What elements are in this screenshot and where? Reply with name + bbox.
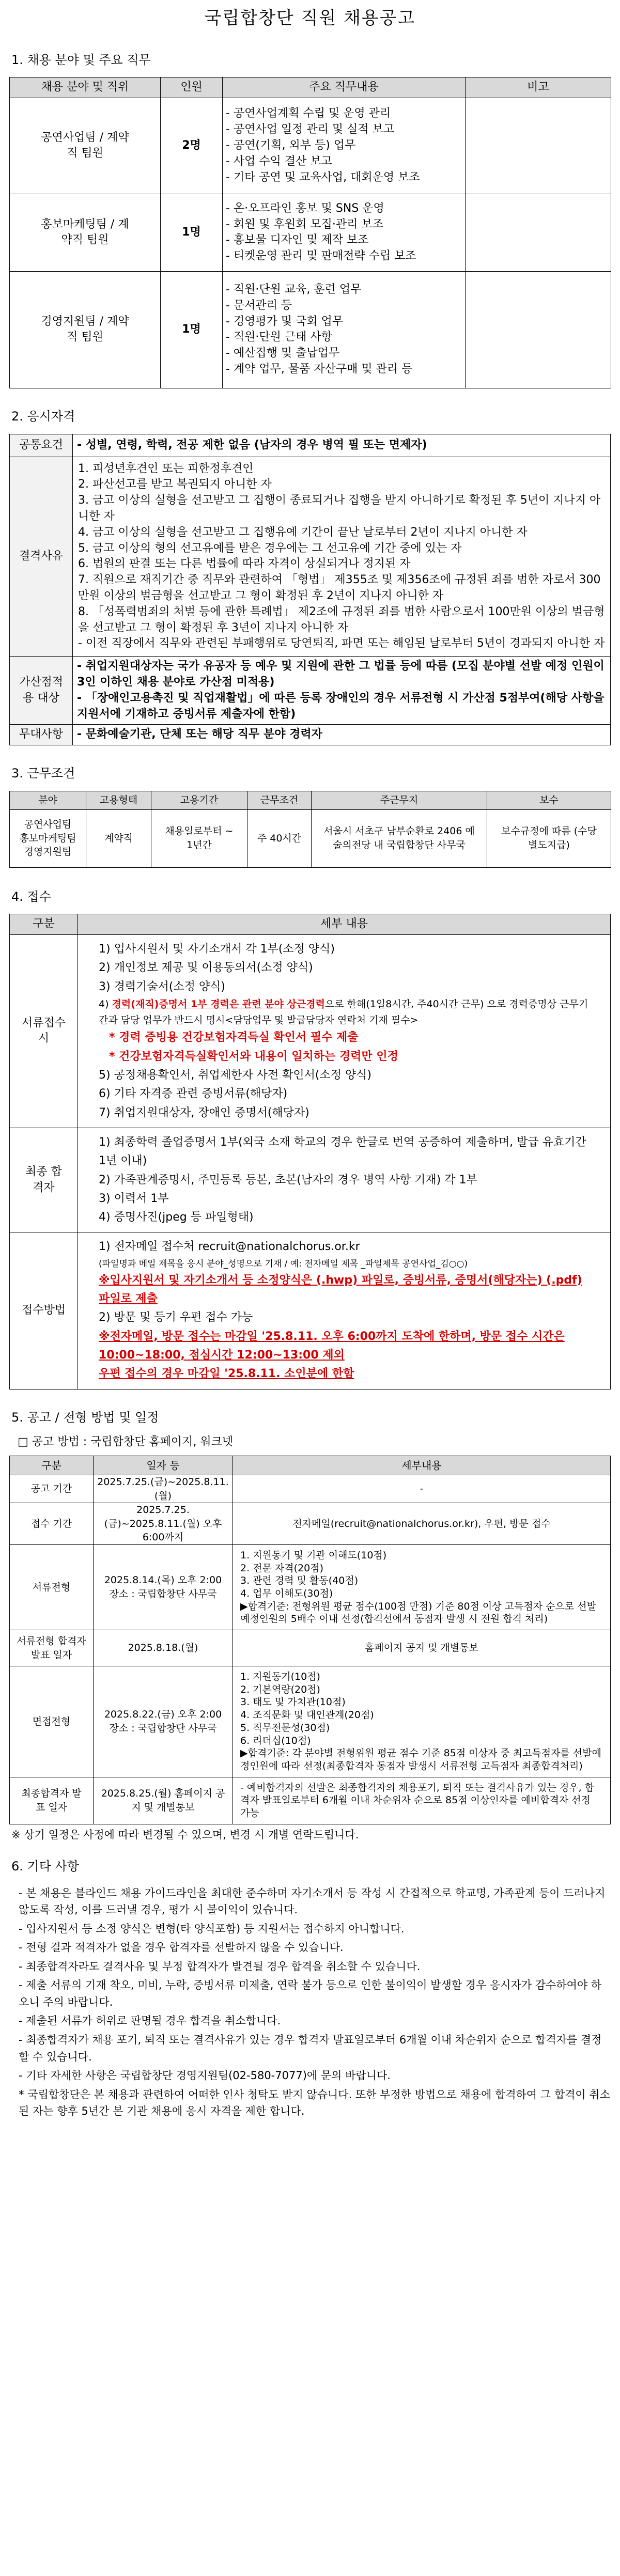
list-item: - 기타 자세한 사항은 국립합창단 경영지원팀(02-580-7077)에 문의 바랍니다. [19, 2069, 391, 2082]
final-label: 최종 합격자 [10, 1128, 78, 1232]
field-cell: 공연사업팀 / 계약직 팀원 [10, 98, 161, 194]
place-cell: 서울시 서초구 남부순환로 2406 예술의전당 내 국립합창단 사무국 [312, 809, 487, 867]
method-item: 1) 전자메일 접수처 recruit@nationalchorus.or.kr [99, 1240, 360, 1254]
schedule-label: 면접전형 [10, 1666, 94, 1777]
table-row [10, 809, 611, 867]
application-table [9, 914, 611, 1389]
list-item: - 최종합격자가 채용 포기, 퇴직 또는 결격사유가 있는 경우 합격자 발표일로부터 6개월 이내 차순위자 순으로 합격자를 결정할 수 있습니다. [19, 2033, 602, 2063]
schedule-date: 2025.8.14.(목) 오후 2:00 장소 : 국립합창단 사무국 [94, 1544, 233, 1630]
th-place: 주근무지 [312, 791, 487, 809]
duty-item: - 직원·단원 근태 사항 [226, 331, 332, 344]
duties-cell [223, 98, 466, 194]
duty-item: - 홍보물 디자인 및 제작 보조 [226, 233, 369, 247]
disq-item: 8. 「성폭력범죄의 처벌 등에 관한 특례법」 제2조에 규정된 죄를 범한 사람으로서 100만원 이상의 벌금형을 선고받고 그 형이 확정된 후 3년이 지나지 아니한 자 [78, 605, 605, 634]
method-note: (파일명과 메일 제목을 응시 분야_성명으로 기재 / 예: 전자메일 제목 _파일제목 공연사업_김○○) [99, 1258, 468, 1269]
field-cell: 경영지원팀 / 계약직 팀원 [10, 271, 161, 388]
schedule-date: 2025.8.25.(월) 홈페이지 공지 및 개별통보 [94, 1777, 233, 1824]
announce-method: □ 공고 방법 : 국립합창단 홈페이지, 워크넷 [18, 1435, 234, 1449]
schedule-note: ※ 상기 일정은 사정에 따라 변경될 수 있으며, 변경 시 개별 연락드립니다. [11, 1828, 359, 1841]
th-field: 채용 분야 및 직위 [10, 77, 161, 98]
field-cell: 홍보마케팅팀 / 계약직 팀원 [10, 194, 161, 271]
final-item: 3) 이력서 1부 [99, 1192, 169, 1205]
th-division: 구분 [10, 1456, 94, 1475]
duty-item: - 온·오프라인 홍보 및 SNS 운영 [226, 201, 384, 215]
duty-item: - 공연사업 일정 관리 및 실적 보고 [226, 123, 395, 136]
list-item: - 제출된 서류가 허위로 판명될 경우 합격을 취소합니다. [19, 2015, 281, 2027]
disq-item: 1. 피성년후견인 또는 피한정후견인 [78, 462, 254, 475]
schedule-detail: - 예비합격자의 선발은 최종합격자의 채용포기, 퇴직 또는 결격사유가 있는 경우, 합격자 발표일로부터 6개월 이내 차순위자 순으로 85점 이상인자를 예비합격자 선정 가능 [233, 1777, 611, 1824]
duty-item: - 공연사업계획 수립 및 운영 관리 [226, 107, 391, 120]
schedule-date: 2025.8.22.(금) 오후 2:00 장소 : 국립합창단 사무국 [94, 1666, 233, 1777]
doc-item-4-highlight: 경력(재직)증명서 1부 경력은 관련 분야 상근경력 [112, 998, 325, 1010]
method-warning: ※전자메일, 방문 접수는 마감일 '25.8.11. 오후 6:00까지 도착에 한하며, 방문 접수 시간은 10:00~18:00, 점심시간 12:00~13:00 제외 [99, 1330, 565, 1362]
table-row [10, 1544, 611, 1630]
count-cell: 2명 [161, 98, 223, 194]
th-date: 일자 등 [94, 1456, 233, 1475]
disq-item: 6. 법원의 판결 또는 다른 법률에 따라 자격이 상실되거나 정지된 자 [78, 557, 411, 571]
th-type: 고용형태 [86, 791, 151, 809]
duty-item: - 사업 수익 결산 보고 [226, 154, 332, 168]
period-cell: 채용일로부터 ~ 1년간 [151, 809, 247, 867]
schedule-table [9, 1456, 611, 1824]
docs-cell [78, 934, 611, 1128]
list-item: * 국립합창단은 본 채용과 관련하여 어떠한 인사 청탁도 받지 않습니다. 또한 부정한 방법으로 채용에 합격하여 그 합격이 취소된 자는 향후 5년간 본 기관 채용에 응시 자격을 제한 합니다. [19, 2088, 610, 2118]
section-2-heading: 2. 응시자격 [11, 409, 75, 424]
table-row [10, 1777, 611, 1824]
table-row [10, 1666, 611, 1777]
duty-item: - 계약 업무, 물품 자산구매 및 관리 등 [226, 363, 413, 376]
schedule-label: 공고 기간 [10, 1475, 94, 1503]
docs-label: 서류접수 시 [10, 934, 78, 1128]
final-item: 4) 증명사진(jpeg 등 파일형태) [99, 1211, 254, 1224]
type-cell: 계약직 [86, 809, 151, 867]
eligibility-table [9, 434, 611, 746]
page-title: 국립합창단 직원 채용공고 [204, 8, 416, 28]
pay-cell: 보수규정에 따름 (수당 별도지급) [487, 809, 611, 867]
duty-item: - 기타 공연 및 교육사업, 대회운영 보조 [226, 170, 420, 184]
schedule-date: 2025.7.25.(금)~2025.8.11.(월) 오후 6:00까지 [94, 1503, 233, 1545]
schedule-label: 서류전형 [10, 1544, 94, 1630]
bonus-label: 가산점적용 대상 [10, 657, 73, 725]
method-item: 2) 방문 및 등기 우편 접수 가능 [99, 1311, 253, 1324]
common-text: - 성별, 연령, 학력, 전공 제한 없음 (남자의 경우 병역 필 또는 면제자) [73, 434, 611, 457]
work-conditions-table [9, 791, 611, 868]
th-remarks: 비고 [466, 77, 611, 98]
disq-item: 2. 파산선고를 받고 복권되지 아니한 자 [78, 478, 272, 491]
bonus-item: - 「장애인고용촉진 및 직업재활법」에 따른 등록 장애인의 경우 서류전형 시 가산점 5점부여(해당 사항을 지원서에 기재하고 증빙서류 제출자에 한함) [77, 691, 605, 721]
schedule-label: 서류전형 합격자 발표 일자 [10, 1630, 94, 1666]
doc-item-4 [99, 996, 590, 1029]
hours-cell: 주 40시간 [247, 809, 312, 867]
duty-item: - 직원·단원 교육, 훈련 업무 [226, 283, 362, 296]
list-item: - 최종합격자라도 결격사유 및 부정 합격자가 발견될 경우 합격을 취소할 수 있습니다. [19, 1960, 421, 1973]
list-item: - 제출 서류의 기재 착오, 미비, 누락, 증빙서류 미제출, 연락 불가 등으로 인한 불이익이 발생할 경우 응시자가 감수하여야 하오니 주의 바랍니다. [19, 1979, 602, 2008]
disq-item: 3. 금고 이상의 실형을 선고받고 그 집행이 종료되거나 집행을 받지 아니하기로 확정된 후 5년이 지나지 아니한 자 [78, 494, 601, 523]
common-label: 공통요건 [10, 434, 73, 457]
duty-item: - 경영평가 및 국회 업무 [226, 315, 344, 328]
section-5-heading: 5. 공고 / 전형 방법 및 일정 [11, 1410, 159, 1425]
list-item: - 전형 결과 적격자가 없을 경우 합격자를 선발하지 않을 수 있습니다. [19, 1941, 344, 1954]
remarks-cell [466, 271, 611, 388]
doc-warning: * 경력 증빙용 건강보험자격득실 확인서 필수 제출 [109, 1031, 359, 1044]
schedule-date: 2025.8.18.(월) [94, 1630, 233, 1666]
list-item: - 입사지원서 등 소정 양식은 변형(타 양식포함) 등 지원서는 접수하지 아니합니다. [19, 1922, 405, 1935]
th-hours: 근무조건 [247, 791, 312, 809]
table-row [10, 194, 611, 271]
disq-item: - 이전 직장에서 직무와 관련된 부패행위로 당연퇴직, 파면 또는 해임된 날로부터 5년이 경과되지 아니한 자 [78, 637, 605, 650]
doc-item: 5) 공정채용확인서, 취업제한자 사전 확인서(소정 양식) [99, 1069, 371, 1082]
table-row [10, 1475, 611, 1503]
doc-item: 2) 개인정보 제공 및 이용동의서(소정 양식) [99, 961, 313, 975]
disq-item: 4. 금고 이상의 실형을 선고받고 그 집행유예 기간이 끝난 날로부터 2년이 지나지 아니한 자 [78, 525, 528, 539]
method-label: 접수방법 [10, 1232, 78, 1389]
duty-item: - 티켓운영 관리 및 판매전략 수립 보조 [226, 249, 416, 263]
disq-cell [73, 457, 611, 657]
positions-table [9, 77, 611, 388]
th-count: 인원 [161, 77, 223, 98]
other-notes-list [9, 1884, 611, 2121]
section-1-heading: 1. 채용 분야 및 주요 직무 [11, 52, 151, 67]
doc-item: 1) 입사지원서 및 자기소개서 각 1부(소정 양식) [99, 942, 335, 956]
list-item: - 본 채용은 블라인드 채용 가이드라인을 최대한 준수하며 자기소개서 등 작성 시 간접적으로 학교명, 가족관계 등이 드러나지 않도록 작성, 이를 드러낼 경우, 평가 시 불이익이 있습니다. [19, 1886, 606, 1916]
schedule-detail: 1. 지원동기 및 기관 이해도(10점) 2. 전문 자격(20점) 3. 관련 경력 및 활동(40점) 4. 업무 이해도(30점) ▶합격기준: 전형위원 평균 점수(100점 만점) 기준 80점 이상 고득점자 순으로 선발예정인원의 5배수 이내 선정(합격선에서 동점자 발생 시 전원 합격 처리) [233, 1544, 611, 1630]
final-cell [78, 1128, 611, 1232]
final-item: 1) 최종학력 졸업증명서 1부(외국 소재 학교의 경우 한글로 번역 공증하여 제출하며, 발급 유효기간 1년 이내) [99, 1135, 586, 1168]
section-4-heading: 4. 접수 [11, 889, 51, 904]
doc-item: 3) 경력기술서(소정 양식) [99, 980, 226, 993]
bonus-cell [73, 657, 611, 725]
th-detail: 세부내용 [233, 1456, 611, 1475]
schedule-detail: 홈페이지 공지 및 개별통보 [233, 1630, 611, 1666]
bonus-item: - 취업지원대상자는 국가 유공자 등 예우 및 지원에 관한 그 법률 등에 따름 (모집 분야별 선발 예정 인원이 3인 이하인 채용 분야로 가산점 미적용) [77, 660, 605, 689]
th-duties: 주요 직무내용 [223, 77, 466, 98]
method-warning: ※입사지원서 및 자기소개서 등 소정양식은 (.hwp) 파일로, 증빙서류, 증명서(해당자는) (.pdf) 파일로 제출 [99, 1273, 582, 1306]
free-text: - 문화예술기관, 단체 또는 해당 직무 분야 경력자 [73, 725, 611, 745]
th-division: 구분 [10, 914, 78, 935]
duties-cell [223, 271, 466, 388]
field-cell: 공연사업팀 홍보마케팅팀 경영지원팀 [10, 809, 86, 867]
free-label: 무대사항 [10, 725, 73, 745]
doc-item: 7) 취업지원대상자, 장애인 증명서(해당자) [99, 1106, 309, 1119]
doc-item: 6) 기타 자격증 관련 증빙서류(해당자) [99, 1087, 288, 1101]
count-cell: 1명 [161, 194, 223, 271]
section-3-heading: 3. 근무조건 [11, 766, 75, 781]
duty-item: - 문서관리 등 [226, 299, 292, 312]
duty-item: - 회원 및 후원회 모집·관리 보조 [226, 217, 383, 231]
final-item: 2) 가족관계증명서, 주민등록 등본, 초본(남자의 경우 병역 사항 기재) 각 1부 [99, 1173, 477, 1186]
duty-item: - 예산집행 및 출납업무 [226, 347, 340, 360]
duties-cell [223, 194, 466, 271]
section-6-heading: 6. 기타 사항 [11, 1859, 79, 1874]
remarks-cell [466, 98, 611, 194]
table-row [10, 1503, 611, 1545]
schedule-detail: - [233, 1475, 611, 1503]
schedule-detail: 전자메일(recruit@nationalchorus.or.kr), 우편, 방문 접수 [233, 1503, 611, 1545]
disq-item: 5. 금고 이상의 형의 선고유예를 받은 경우에는 그 선고유예 기간 중에 있는 자 [78, 541, 462, 555]
schedule-detail: 1. 지원동기(10점) 2. 기본역량(20점) 3. 태도 및 가치관(10점) 4. 조직문화 및 대인관계(20점) 5. 직무전문성(30점) 6. 리더십(10점) ▶합격기준: 각 분야별 전형위원 평균 점수 기준 85점 이상자 중 최고득점자를 선발예정인원에 따라 선정(최종합격자 동점자 발생시 서류전형 고득점자 최종합격처리) [233, 1666, 611, 1777]
table-row [10, 271, 611, 388]
duty-item: - 공연(기획, 외부 등) 업무 [226, 139, 356, 152]
th-detail: 세부 내용 [78, 914, 611, 935]
schedule-label: 접수 기간 [10, 1503, 94, 1545]
doc-item-4-prefix: 4) [99, 998, 112, 1010]
disq-item: 7. 직원으로 재직기간 중 직무와 관련하여 「형법」 제355조 및 제356조에 규정된 죄를 범한 자로서 300만원 이상의 벌금형을 선고받고 그 형이 확정된 후 2년이 지나지 아니한 자 [78, 573, 601, 602]
doc-warning: * 건강보험자격득실확인서와 내용이 일치하는 경력만 인정 [109, 1050, 398, 1063]
disq-label: 결격사유 [10, 457, 73, 657]
doc-item-4-rest: 으로 한해(1일8시간, 주40시간 근무) 으로 경력증명상 근무기간과 담당 업무가 반드시 명시<담당업무 및 발급담당자 연락처 기재 필수> [99, 998, 588, 1026]
th-period: 고용기간 [151, 791, 247, 809]
method-cell [78, 1232, 611, 1389]
schedule-label: 최종합격자 발표 일자 [10, 1777, 94, 1824]
table-row [10, 1630, 611, 1666]
table-row [10, 98, 611, 194]
count-cell: 1명 [161, 271, 223, 388]
schedule-date: 2025.7.25.(금)~2025.8.11.(월) [94, 1475, 233, 1503]
th-field: 분야 [10, 791, 86, 809]
remarks-cell [466, 194, 611, 271]
method-warning: 우편 접수의 경우 마감일 '25.8.11. 소인분에 한함 [99, 1367, 354, 1381]
th-pay: 보수 [487, 791, 611, 809]
